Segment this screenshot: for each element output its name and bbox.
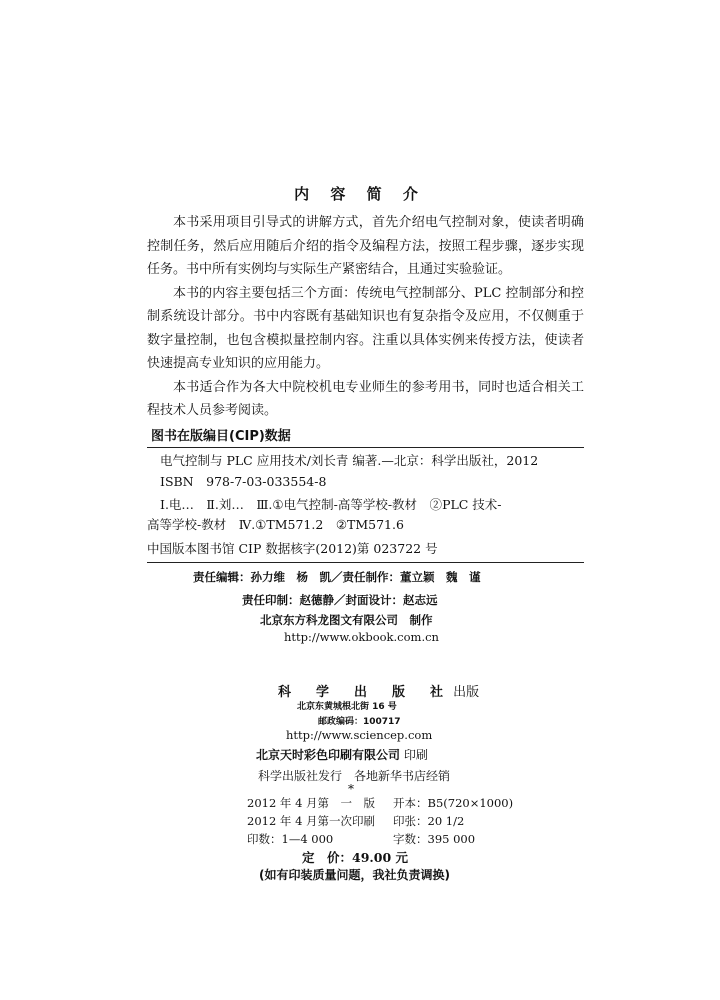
cip-rule-bottom	[147, 562, 584, 563]
cip-line-3: Ⅰ.电… Ⅱ.刘… Ⅲ.①电气控制-高等学校-教材 ②PLC 技术-	[160, 497, 502, 512]
publisher-suffix: 出版	[453, 685, 480, 700]
cip-line-2: ISBN 978-7-03-033554-8	[160, 474, 327, 489]
producer-url: http://www.okbook.com.cn	[284, 630, 439, 644]
credits-print-design: 责任印制：赵德静／封面设计：赵志远	[242, 593, 438, 607]
summary-paragraph-1: 本书采用项目引导式的讲解方式，首先介绍电气控制对象，使读者明确控制任务，然后应用随后介绍的指令及编程方法，按照工程步骤，逐步实现任务。书中所有实例均与实际生产紧密结合，且通过实验验证。	[147, 215, 584, 277]
cip-line-4: 高等学校-教材 Ⅳ.①TM571.2 ②TM571.6	[147, 517, 404, 532]
publisher-line	[278, 681, 479, 700]
spec-printing: 2012 年 4 月第一次印刷	[247, 814, 376, 828]
spec-word-count: 字数：395 000	[393, 832, 476, 846]
summary-paragraph-2: 本书的内容主要包括三个方面：传统电气控制部分、PLC 控制部分和控制系统设计部分。书中内容既有基础知识也有复杂指令及应用，不仅侧重于数字量控制，也包含模拟量控制内容。注重以具体实例来传授方法，使读者快速提高专业知识的应用能力。	[147, 285, 584, 371]
spec-print-count: 印数：1—4 000	[247, 832, 334, 846]
price: 定 价：49.00 元	[302, 850, 408, 865]
cip-line-1: 电气控制与 PLC 应用技术/刘长青 编著.—北京：科学出版社，2012	[160, 453, 539, 468]
credits-producer: 北京东方科龙图文有限公司 制作	[260, 613, 433, 627]
publisher-postcode: 邮政编码：100717	[318, 717, 401, 727]
printer-line	[256, 746, 428, 763]
quality-note: (如有印装质量问题，我社负责调换)	[259, 868, 450, 882]
page-title: 内 容 简 介	[294, 185, 426, 203]
cip-rule-top	[147, 447, 584, 448]
distribution: 科学出版社发行 各地新华书店经销	[258, 769, 451, 783]
cip-heading: 图书在版编目(CIP)数据	[151, 429, 291, 444]
spec-edition: 2012 年 4 月第 一 版	[247, 796, 376, 810]
printer-suffix: 印刷	[403, 748, 428, 762]
spec-sheets: 印张：20 1/2	[393, 814, 465, 828]
summary-section	[147, 211, 584, 423]
publisher-name: 科 学 出 版 社	[278, 685, 450, 700]
cip-line-5: 中国版本图书馆 CIP 数据核字(2012)第 023722 号	[147, 541, 438, 556]
publisher-url: http://www.sciencep.com	[286, 728, 433, 742]
spec-format: 开本：B5(720×1000)	[393, 796, 514, 810]
cip-block	[147, 427, 584, 447]
separator-star: *	[348, 782, 354, 796]
printer-name: 北京天时彩色印刷有限公司	[256, 748, 401, 762]
summary-paragraph-3: 本书适合作为各大中院校机电专业师生的参考用书，同时也适合相关工程技术人员参考阅读。	[147, 379, 584, 418]
publisher-address: 北京东黄城根北街 16 号	[297, 702, 397, 712]
credits-editors: 责任编辑：孙力维 杨 凯／责任制作：董立颖 魏 谨	[193, 570, 481, 584]
